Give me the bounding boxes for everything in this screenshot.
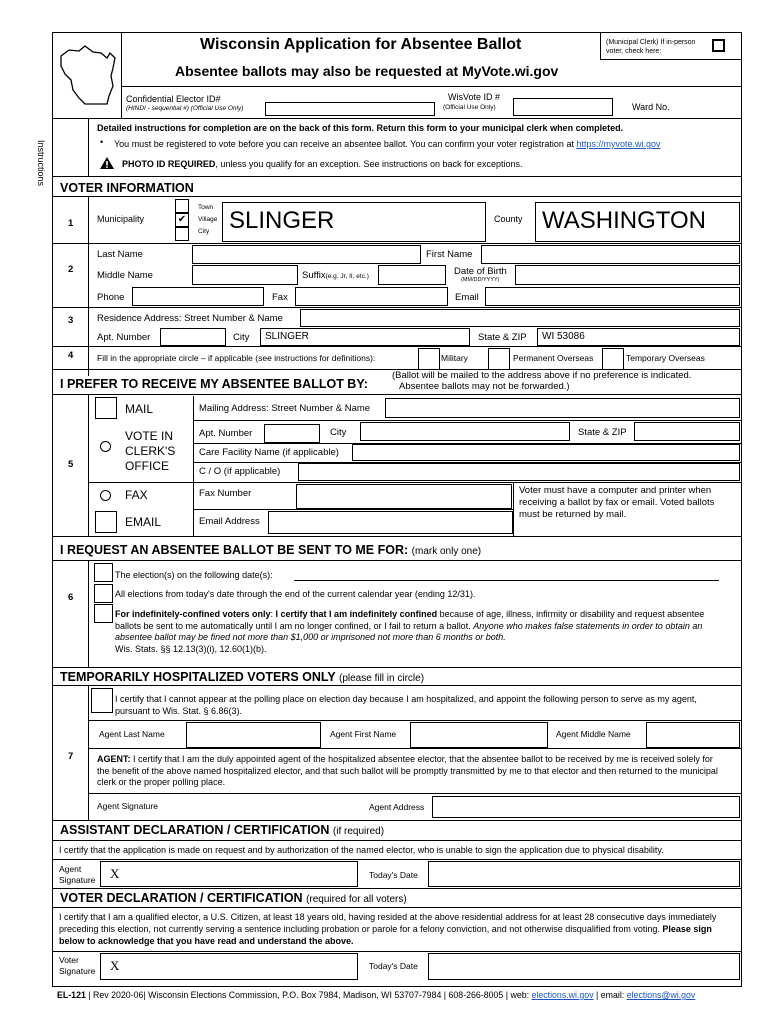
- divider: [52, 176, 742, 177]
- village-checkbox[interactable]: [175, 213, 189, 227]
- hospitalized-checkbox[interactable]: [91, 688, 113, 713]
- divider: [52, 907, 742, 908]
- divider: [88, 482, 742, 483]
- opt3-bold: For indefinitely-confined voters only: [115, 609, 271, 619]
- county-label: County: [494, 214, 523, 224]
- divider: [52, 118, 742, 119]
- fax-pref-label: FAX: [125, 488, 148, 502]
- divider: [193, 420, 742, 421]
- dates-line[interactable]: [294, 580, 719, 581]
- divider: [193, 396, 194, 536]
- assistant-date-field[interactable]: [428, 861, 740, 887]
- divider: [513, 482, 514, 536]
- hospital-heading-note: (please fill in circle): [339, 673, 425, 684]
- row-number: 3: [68, 315, 74, 326]
- pref-state-zip-field[interactable]: [634, 422, 740, 441]
- vote-in-label-3: OFFICE: [125, 459, 169, 473]
- prefer-note-1: (Ballot will be mailed to the address above if no preference is indicated.: [392, 370, 692, 381]
- instructions-line1: Detailed instructions for completion are on the back of this form. Return this form to your municipal clerk when completed.: [97, 123, 624, 133]
- indefinitely-confined-checkbox[interactable]: [94, 604, 113, 623]
- phone-field[interactable]: [132, 287, 264, 306]
- divider: [52, 196, 742, 197]
- page-subtitle: Absentee ballots may also be requested at MyVote.wi.gov: [175, 63, 559, 79]
- residence-label: Residence Address: Street Number & Name: [97, 313, 283, 324]
- row-number: 6: [68, 592, 74, 603]
- care-facility-label: Care Facility Name (if applicable): [199, 447, 339, 458]
- care-facility-field[interactable]: [352, 444, 740, 461]
- agent-address-label: Agent Address: [369, 802, 425, 812]
- page-title: Wisconsin Application for Absentee Ballot: [200, 36, 522, 53]
- footer-email-label: | email:: [593, 990, 627, 1000]
- military-checkbox[interactable]: [418, 348, 440, 370]
- opt3-rest: because of age, illness, infirmity or disability and request absentee ballots be sent to me automatically until I am no longer confined, or I fail to return a ballot.: [115, 609, 705, 631]
- divider: [121, 32, 122, 119]
- email-checkbox[interactable]: [95, 511, 117, 533]
- row-number: 4: [68, 350, 74, 361]
- suffix-field[interactable]: [378, 265, 446, 285]
- vote-in-label-2: CLERK'S: [125, 444, 176, 458]
- voter-decl-text: [59, 911, 737, 947]
- opt3-bold2: I certify that I am indefinitely confined: [275, 609, 438, 619]
- suffix-text: Suffix: [302, 270, 326, 281]
- agent-middle-field[interactable]: [646, 722, 740, 748]
- temp-overseas-label: Temporary Overseas: [626, 353, 705, 363]
- section-heading: [60, 670, 424, 684]
- city-checkbox[interactable]: [175, 227, 189, 241]
- divider: [52, 243, 742, 244]
- pref-city-label: City: [330, 427, 347, 438]
- dob-label: Date of Birth: [454, 266, 507, 277]
- section-heading: I PREFER TO RECEIVE MY ABSENTEE BALLOT BY:: [60, 377, 368, 391]
- residence-field[interactable]: [300, 309, 740, 327]
- mail-label: MAIL: [125, 402, 154, 416]
- divider: [52, 840, 742, 841]
- row-number: 1: [68, 218, 74, 229]
- town-label: Town: [198, 204, 214, 211]
- voter-date-field[interactable]: [428, 953, 740, 980]
- divider: [193, 509, 513, 510]
- suffix-label: [302, 270, 369, 281]
- row-number: 7: [68, 751, 74, 762]
- perm-overseas-checkbox[interactable]: [488, 348, 510, 370]
- row-number: 5: [68, 459, 74, 470]
- divider: [52, 859, 742, 860]
- divider: [121, 86, 742, 87]
- divider: [88, 793, 742, 794]
- divider: [88, 118, 89, 176]
- fax-number-label: Fax Number: [199, 488, 252, 499]
- county-value: WASHINGTON: [542, 207, 707, 234]
- wisconsin-map-icon: [55, 40, 121, 110]
- divider: [52, 667, 742, 668]
- opt2-label: All elections from today's date through the end of the current calendar year (ending 12/31).: [115, 589, 476, 599]
- assistant-heading: ASSISTANT DECLARATION / CERTIFICATION: [60, 823, 330, 837]
- email-address-label: Email Address: [199, 516, 260, 527]
- divider: [52, 888, 742, 889]
- assistant-heading-note: (if required): [332, 826, 385, 837]
- fax-email-note: Voter must have a computer and printer when receiving a ballot by fax or email. Voted ballots must be returned by mail.: [519, 485, 715, 520]
- dob-sub: (MM/DD/YYYY): [461, 277, 500, 283]
- vote-in-label-1: VOTE IN: [125, 429, 174, 443]
- agent-last-field[interactable]: [186, 722, 321, 748]
- divider: [52, 560, 742, 561]
- assistant-sig-line2: Signature: [59, 875, 96, 885]
- agent-bold: AGENT:: [97, 754, 131, 764]
- temp-overseas-checkbox[interactable]: [602, 348, 624, 370]
- city-value: SLINGER: [265, 331, 309, 342]
- confidential-id-label: Confidential Elector ID#: [126, 94, 221, 104]
- section-heading: [60, 543, 481, 557]
- fax-field[interactable]: [295, 287, 448, 306]
- photo-id-rest: , unless you qualify for an exception. See instructions on back for exceptions.: [215, 159, 523, 169]
- first-name-label: First Name: [426, 249, 473, 260]
- pref-state-zip-label: State & ZIP: [578, 427, 627, 438]
- request-heading: I REQUEST AN ABSENTEE BALLOT BE SENT TO ME FOR:: [60, 543, 409, 557]
- row-number: 2: [68, 264, 74, 275]
- agent-first-label: Agent First Name: [330, 729, 397, 739]
- hospital-heading: TEMPORARILY HOSPITALIZED VOTERS ONLY: [60, 670, 336, 684]
- agent-signature-field[interactable]: [194, 796, 360, 818]
- instructions-side-label: Instructions: [36, 140, 46, 187]
- web-link[interactable]: elections.wi.gov: [531, 990, 594, 1000]
- fax-number-field[interactable]: [296, 484, 512, 509]
- bullet: •: [100, 137, 104, 147]
- divider: [52, 820, 742, 821]
- dob-field[interactable]: [515, 265, 740, 285]
- in-person-checkbox[interactable]: [712, 39, 725, 52]
- clerk-note: (Municipal Clerk) If in-person voter, check here:: [606, 39, 696, 55]
- opt1-label: The election(s) on the following date(s):: [115, 570, 273, 580]
- divider: [52, 685, 742, 686]
- footer-text: | Rev 2020-06| Wisconsin Elections Commission, P.O. Box 7984, Madison, WI 53707-7984 | 608-266-8005 | web:: [85, 990, 532, 1000]
- first-name-field[interactable]: [481, 245, 740, 264]
- pref-apt-field[interactable]: [264, 424, 320, 443]
- dates-checkbox[interactable]: [94, 563, 113, 582]
- assistant-signature-field[interactable]: [100, 861, 358, 887]
- opt3-stats: Wis. Stats. §§ 12.13(3)(i), 12.60(1)(b).: [115, 643, 267, 654]
- email-field[interactable]: [485, 287, 740, 306]
- instructions-line2-text: You must be registered to vote before you can receive an absentee ballot. You can confirm your voter registration at: [114, 139, 574, 149]
- divider: [52, 536, 742, 537]
- voter-decl-bold: Please sign below to acknowledge that you have read and understand the above.: [59, 924, 712, 946]
- agent-last-label: Agent Last Name: [99, 729, 165, 739]
- divider: [88, 720, 742, 721]
- last-name-label: Last Name: [97, 249, 143, 260]
- email-pref-label: EMAIL: [125, 515, 162, 529]
- opt3-italic: Anyone who makes false statements in order to obtain an absentee ballot may be fined not more than $1,000 or imprisoned not more than 6 months or both.: [115, 620, 703, 643]
- apt-field[interactable]: [160, 328, 226, 346]
- mailing-address-label: Mailing Address: Street Number & Name: [199, 403, 371, 414]
- fax-label: Fax: [272, 292, 288, 303]
- divider: [88, 685, 89, 820]
- voter-sig-line1: Voter: [59, 955, 79, 965]
- form-id: EL-121: [57, 990, 86, 1000]
- calendar-year-checkbox[interactable]: [94, 584, 113, 603]
- fax-radio[interactable]: [100, 490, 111, 501]
- pref-city-field[interactable]: [360, 422, 570, 441]
- confidential-id-sub: (HINDI - sequential #) (Official Use Only): [126, 105, 244, 112]
- perm-overseas-label: Permanent Overseas: [513, 353, 594, 363]
- myvote-link[interactable]: https://myvote.wi.gov: [576, 139, 661, 149]
- mailing-address-field[interactable]: [385, 398, 740, 418]
- photo-id-bold: PHOTO ID REQUIRED: [122, 159, 216, 169]
- divider: [52, 394, 742, 395]
- vote-in-office-radio[interactable]: [100, 441, 111, 452]
- photo-id-line: [122, 159, 523, 169]
- divider: [88, 196, 89, 376]
- middle-name-field[interactable]: [192, 265, 298, 285]
- opt3-colon: :: [270, 609, 274, 619]
- divider: [88, 748, 742, 749]
- prefer-note-2: Absentee ballots may not be forwarded.): [399, 381, 570, 392]
- voter-sig-line2: Signature: [59, 966, 96, 976]
- warning-icon: [99, 156, 115, 173]
- section-heading: [60, 891, 407, 905]
- confidential-id-field[interactable]: [265, 102, 435, 116]
- voter-signature-field[interactable]: [100, 953, 358, 980]
- email-link[interactable]: elections@wi.gov: [626, 990, 696, 1000]
- email-address-field[interactable]: [268, 511, 513, 534]
- municipality-label: Municipality: [97, 214, 145, 224]
- mail-checkbox[interactable]: [95, 397, 117, 419]
- agent-text: I certify that I am the duly appointed agent of the hospitalized absentee elector, that the absentee ballot to be received by me is received solely for the benefit of the above named hospitalized elector, and that such ballot will be promptly transmitted by me to that elector and then returned to the municipal clerk or the proper polling place.: [97, 754, 718, 788]
- divider: [88, 560, 89, 667]
- agent-signature-label: Agent Signature: [97, 801, 158, 811]
- village-label: Village: [198, 216, 218, 223]
- wisvote-id-label: WisVote ID #: [448, 92, 501, 102]
- opt3-text: [115, 609, 715, 655]
- divider: [88, 394, 89, 536]
- assistant-sig-line1: Agent: [59, 864, 82, 874]
- municipality-value: SLINGER: [229, 207, 335, 234]
- voter-decl-heading: VOTER DECLARATION / CERTIFICATION: [60, 891, 303, 905]
- divider: [52, 307, 742, 308]
- section-heading: VOTER INFORMATION: [60, 181, 194, 195]
- agent-address-field[interactable]: [432, 796, 740, 818]
- hospital-certify: I certify that I cannot appear at the polling place on election day because I am hospitalized, and appoint the following person to serve as my agent, pursuant to Wis. Stat. § 6.86(3).: [115, 694, 697, 716]
- request-heading-note: (mark only one): [411, 546, 482, 557]
- pref-apt-label: Apt. Number: [199, 428, 253, 439]
- circle-instructions: Fill in the appropriate circle – if applicable (see instructions for definitions):: [97, 353, 376, 363]
- assistant-date-label: Today's Date: [369, 870, 418, 880]
- middle-name-label: Middle Name: [97, 270, 153, 281]
- apt-label: Apt. Number: [97, 332, 151, 343]
- wisvote-id-sub: (Official Use Only): [443, 104, 496, 111]
- ward-label: Ward No.: [632, 102, 670, 112]
- city-label: City: [198, 228, 210, 235]
- last-name-field[interactable]: [192, 245, 421, 264]
- town-checkbox[interactable]: [175, 199, 189, 213]
- wisvote-id-field[interactable]: [513, 98, 613, 116]
- suffix-sub: (e.g. Jr, II, etc.): [325, 273, 369, 280]
- state-zip-label: State & ZIP: [478, 332, 527, 343]
- agent-first-field[interactable]: [410, 722, 548, 748]
- city-field-label: City: [233, 332, 250, 343]
- divider: [52, 346, 742, 347]
- divider: [52, 951, 742, 952]
- email-label: Email: [455, 292, 479, 303]
- footer: [57, 990, 695, 1000]
- instructions-line2: [114, 139, 661, 149]
- signature-x: X: [110, 958, 120, 973]
- state-zip-value: WI 53086: [542, 331, 585, 342]
- voter-date-label: Today's Date: [369, 961, 418, 971]
- section-heading: [60, 823, 384, 837]
- assistant-text: I certify that the application is made on request and by authorization of the named elector, who is unable to sign the application due to physical disability.: [59, 845, 664, 855]
- care-of-label: C / O (if applicable): [199, 466, 281, 477]
- agent-statement: [97, 754, 727, 789]
- voter-decl-heading-note: (required for all voters): [306, 894, 407, 905]
- care-of-field[interactable]: [298, 463, 740, 481]
- village-check-mark: ✔: [177, 214, 187, 225]
- military-label: Military: [441, 353, 468, 363]
- agent-middle-label: Agent Middle Name: [556, 729, 631, 739]
- phone-label: Phone: [97, 292, 125, 303]
- signature-x: X: [110, 866, 120, 881]
- voter-decl-body: I certify that I am a qualified elector, a U.S. Citizen, at least 18 years old, having resided at the above residential address for at least 28 consecutive days immediately preceding this election, not currently serving a sentence including probation or parole for a felony conviction, and not otherwise disqualified from voting.: [59, 912, 717, 934]
